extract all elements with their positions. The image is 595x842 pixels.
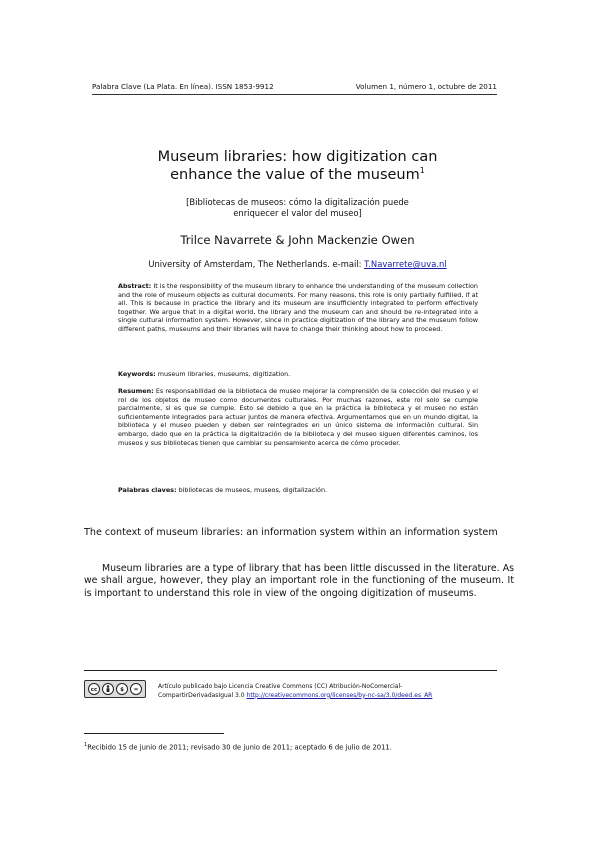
- issue-info: Volumen 1, número 1, octubre de 2011: [355, 82, 497, 91]
- header-divider: [92, 94, 497, 95]
- cc-icon: cc: [88, 683, 100, 695]
- body-paragraph: Museum libraries are a type of library that has been little discussed in the literature. As we shall argue, however, they play an important role in the functioning of the museum. It is important to understand this role in view of the ongoing digitization of museums.: [84, 563, 514, 599]
- abstract-label: Abstract:: [118, 282, 152, 290]
- affiliation-text: University of Amsterdam, The Netherlands. e-mail:: [148, 259, 365, 269]
- abstract: [118, 282, 478, 334]
- author-email-link[interactable]: T.Navarrete@uva.nl: [364, 259, 447, 269]
- license-link[interactable]: http://creativecommons.org/licenses/by-nc-sa/3.0/deed.es_AR: [246, 691, 433, 699]
- translated-title: [140, 197, 455, 219]
- noncommercial-icon: $: [116, 683, 128, 695]
- author-list: Trilce Navarrete & John Mackenzie Owen: [180, 233, 415, 247]
- palabras-label: Palabras claves:: [118, 486, 177, 494]
- footnote-mark: 1: [84, 742, 88, 748]
- journal-citation: Palabra Clave (La Plata. En línea). ISSN 1853-9912: [92, 82, 274, 91]
- resumen-label: Resumen:: [118, 387, 154, 395]
- abstract-text: It is the responsibility of the museum library to enhance the understanding of the museum collection and the role of museum objects as cultural documents. For many reasons, this role is only partially fulfilled, if at all. This is because in practice the library and its museum are insufficiently integrated to perform effectively together. We argue that in a digital world, the library and the museum can and should be re-integrated into a single cultural information system. However, since in practice digitization of the library and the museum follow different paths, museums and their libraries will have to change their thinking about how to proceed.: [118, 282, 478, 333]
- subtitle-line-2: enriquecer el valor del museo]: [233, 208, 362, 218]
- resumen-text: Es responsabilidad de la biblioteca de museo mejorar la comprensión de la colección del museo y el rol de los objetos de museo como documentos culturales. Por muchas razones, este rol solo se cumple parcialmente, si es que se cumple. Esto se debido a que en la práctica la biblioteca y el museo no están suficientemente integrados para actuar juntos de manera efectiva. Argumentamos que en un mundo digital, la biblioteca y el museo pueden y deben ser reintegrados en un único sistema de información cultural. Sin embargo, dado que en la práctica la digitalización de la biblioteca y del museo siguen diferentes caminos, los museos y sus bibliotecas tienen que cambiar su pensamiento acerca de cómo proceder.: [118, 387, 478, 447]
- license-line-2-prefix: CompartirDerivadasIgual 3.0: [158, 691, 247, 699]
- running-header: [92, 82, 497, 94]
- palabras-claves: [118, 486, 478, 495]
- title-line-2: [80, 166, 515, 184]
- footnote-text: Recibido 15 de junio de 2011; revisado 30 de junio de 2011; aceptado 6 de julio de 2011.: [87, 743, 392, 752]
- title-footnote-mark[interactable]: 1: [419, 166, 425, 176]
- license-text: [158, 683, 498, 700]
- license-divider: [84, 670, 497, 671]
- keywords-text: museum libraries, museums, digitization.: [155, 370, 291, 378]
- keywords: [118, 370, 478, 379]
- person-icon: [103, 684, 113, 694]
- subtitle-line-1: [Bibliotecas de museos: cómo la digitalización puede: [186, 197, 409, 207]
- palabras-text: bibliotecas de museos, museos, digitalización.: [176, 486, 328, 494]
- title-line-1: Museum libraries: how digitization can: [157, 149, 438, 165]
- affiliation: [80, 259, 515, 270]
- license-line-1: Artículo publicado bajo Licencia Creative Commons (CC) Atribución-NoComercial-: [158, 683, 403, 690]
- section-heading: The context of museum libraries: an information system within an information system: [84, 527, 498, 538]
- footnote: [84, 741, 504, 752]
- keywords-label: Keywords:: [118, 370, 156, 378]
- paper-title: [80, 148, 515, 184]
- creative-commons-badge[interactable]: [84, 680, 146, 698]
- license-line-2: [158, 692, 498, 701]
- attribution-icon: [102, 683, 114, 695]
- sharealike-icon: =: [130, 683, 142, 695]
- footnote-divider: [84, 733, 224, 734]
- resumen: [118, 387, 478, 447]
- title-line-2-text: enhance the value of the museum: [170, 167, 420, 183]
